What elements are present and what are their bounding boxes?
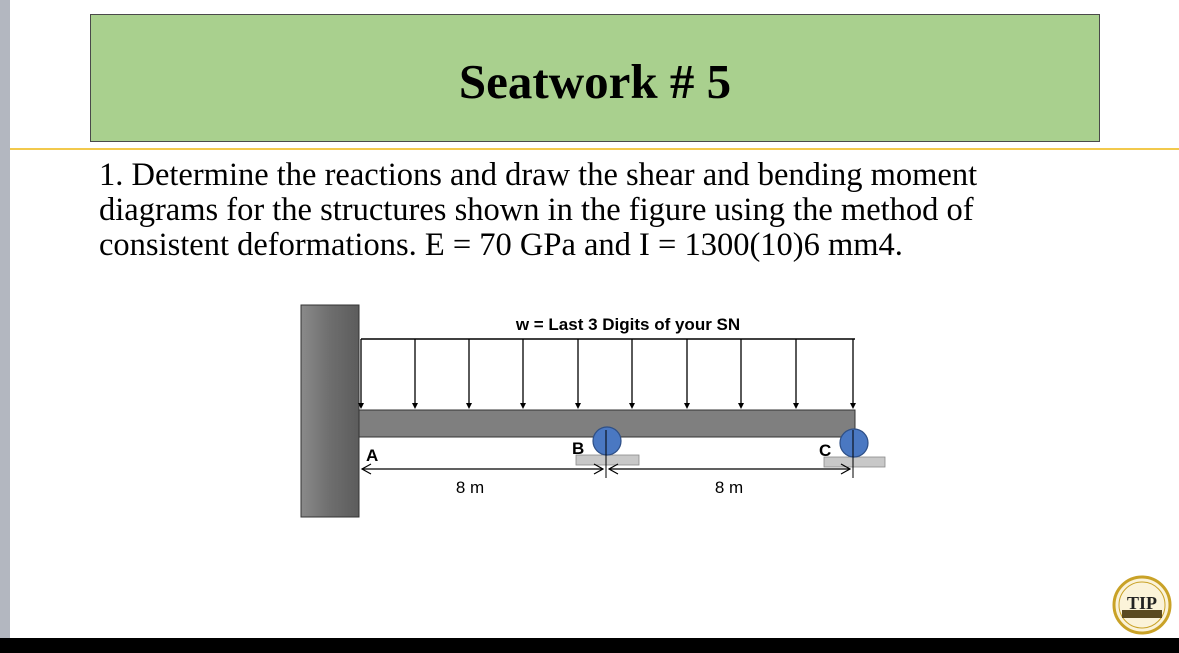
load-arrow-head	[575, 403, 581, 409]
dimension-ab	[362, 464, 603, 474]
load-arrow-head	[738, 403, 744, 409]
load-arrow-head	[850, 403, 856, 409]
load-arrow-head	[520, 403, 526, 409]
dimension-bc	[609, 464, 850, 474]
point-b-label: B	[572, 439, 585, 458]
slide-title: Seatwork # 5	[458, 53, 732, 109]
load-arrow-head	[412, 403, 418, 409]
load-arrows	[358, 339, 856, 409]
span-ab-label: 8 m	[455, 478, 485, 497]
point-a-label: A	[366, 446, 379, 465]
load-arrow-head	[466, 403, 472, 409]
logo-text: TIP	[1126, 593, 1158, 613]
fixed-support-wall	[301, 305, 359, 517]
support-b-ground	[576, 455, 639, 465]
point-c-label: C	[819, 441, 832, 460]
load-arrow-head	[793, 403, 799, 409]
roller-support-b	[593, 427, 621, 455]
bottom-bar	[0, 638, 1179, 653]
span-bc-label: 8 m	[714, 478, 744, 497]
support-c-ground	[824, 457, 885, 467]
problem-statement: 1. Determine the reactions and draw the shear and bending moment diagrams for the structures shown in the figure using the method of consistent deformations. E = 70 GPa and I = 1300(10)6 mm4.	[99, 157, 978, 263]
load-label: w = Last 3 Digits of your SN	[515, 315, 741, 334]
load-arrow-head	[684, 403, 690, 409]
roller-support-c	[840, 429, 868, 457]
tip-logo	[1110, 574, 1174, 636]
load-arrow-head	[629, 403, 635, 409]
